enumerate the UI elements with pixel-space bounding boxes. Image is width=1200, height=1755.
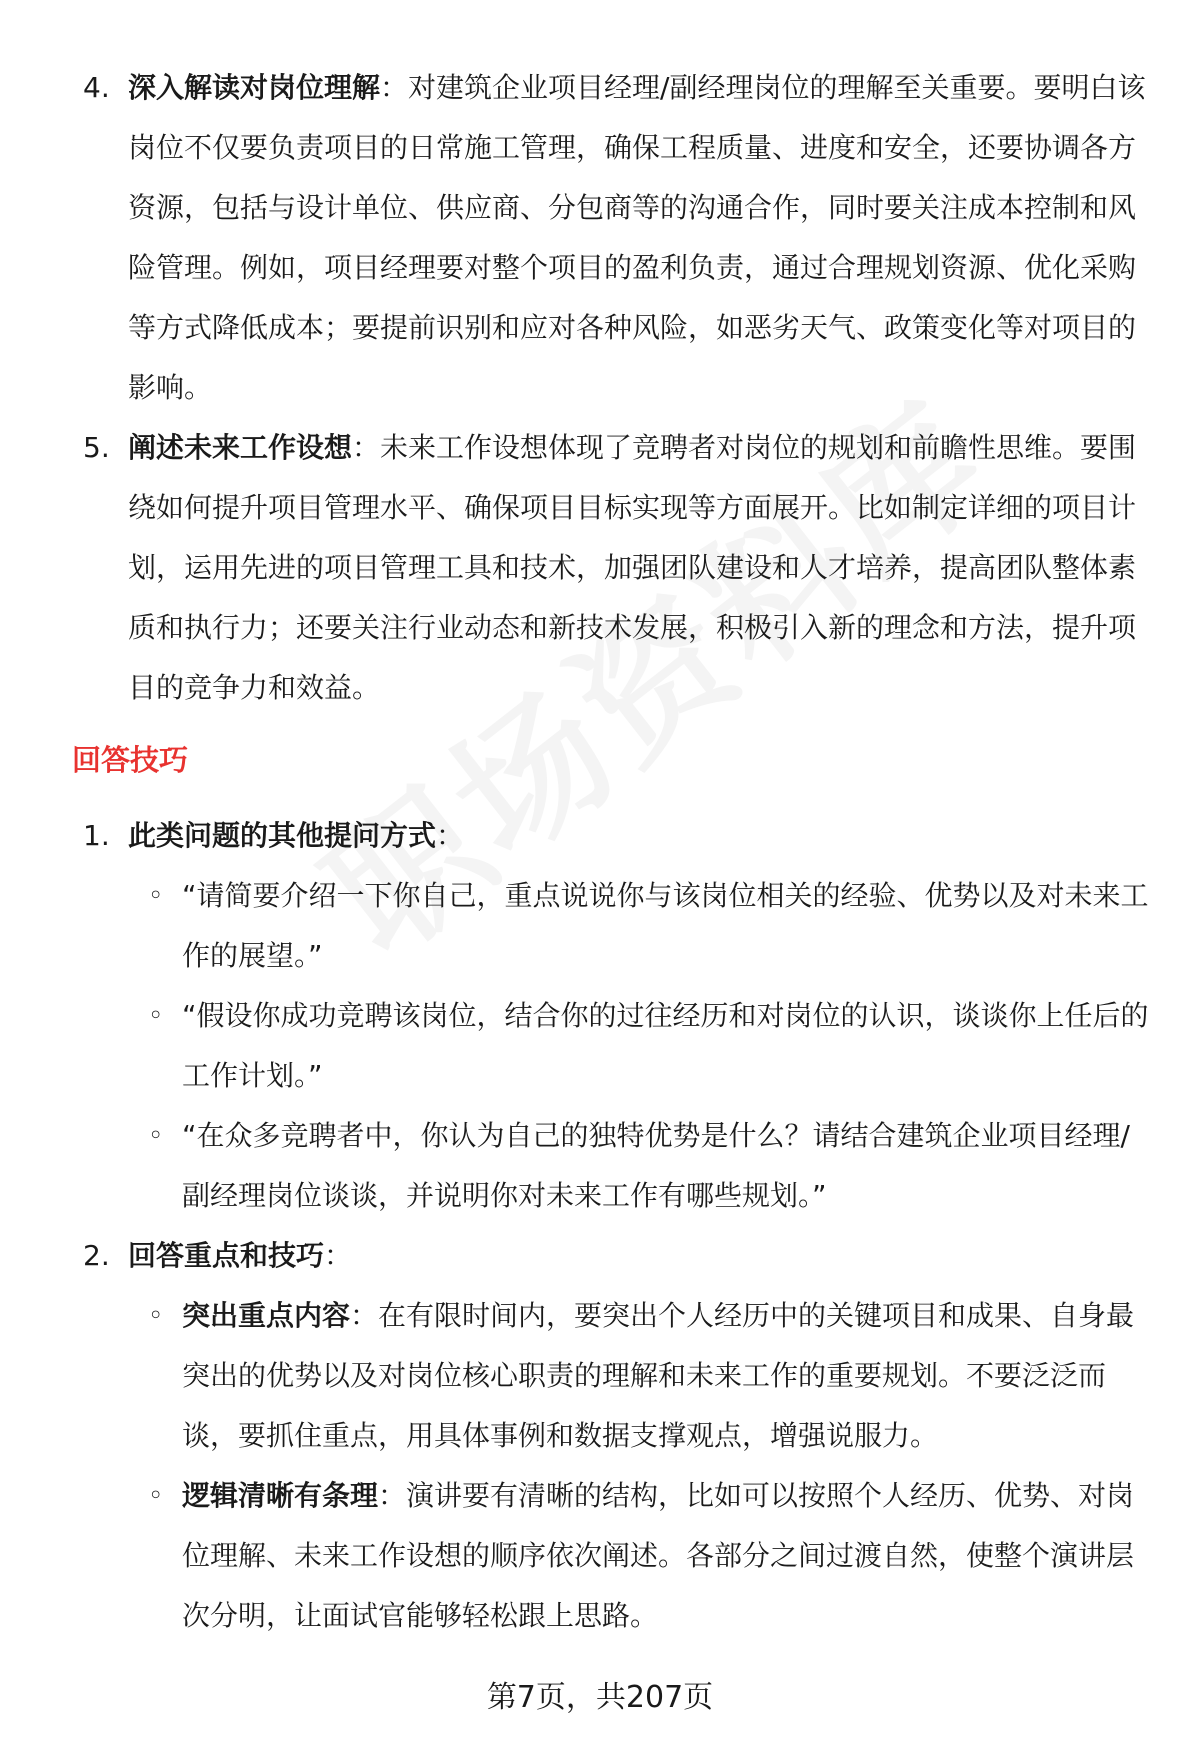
list-number: 5. — [83, 431, 110, 464]
item-label: 此类问题的其他提问方式 — [128, 819, 437, 852]
list-number: 4. — [83, 71, 110, 104]
list-item-2 — [0, 1226, 1200, 1286]
list-number: 1. — [83, 819, 110, 852]
bullet-icon: ◦ — [148, 1301, 164, 1331]
bullet-icon: ◦ — [148, 1481, 164, 1511]
sub-item — [0, 1106, 1200, 1226]
sub-item-text: “请简要介绍一下你自己，重点说说你与该岗位相关的经验、优势以及对未来工作的展望。” — [182, 879, 1149, 972]
sub-item-text: “假设你成功竞聘该岗位，结合你的过往经历和对岗位的认识，谈谈你上任后的工作计划。” — [182, 999, 1149, 1092]
sub-item — [0, 986, 1200, 1106]
sub-item-text: ：演讲要有清晰的结构，比如可以按照个人经历、优势、对岗位理解、未来工作设想的顺序依次阐述。各部分之间过渡自然，使整个演讲层次分明，让面试官能够轻松跟上思路。 — [182, 1479, 1135, 1632]
section-heading: 回答技巧 — [72, 743, 189, 777]
list-number: 2. — [83, 1239, 110, 1272]
bullet-icon: ◦ — [148, 1121, 164, 1151]
page-content — [0, 58, 1200, 1646]
list-item-1 — [0, 806, 1200, 866]
sub-item — [0, 1466, 1200, 1646]
list-item-4 — [0, 58, 1200, 418]
item-text: ： — [436, 819, 465, 852]
item-label: 回答重点和技巧 — [128, 1239, 325, 1272]
item-text: ：对建筑企业项目经理/副经理岗位的理解至关重要。要明白该岗位不仅要负责项目的日常施工管理，确保工程质量、进度和安全，还要协调各方资源，包括与设计单位、供应商、分包商等的沟通合作，同时要关注成本控制和风险管理。例如，项目经理要对整个项目的盈利负责，通过合理规划资源、优化采购等方式降低成本；要提前识别和应对各种风险，如恶劣天气、政策变化等对项目的影响。 — [128, 71, 1146, 404]
sub-item-label: 逻辑清晰有条理 — [182, 1479, 379, 1512]
sub-item-text: ：在有限时间内，要突出个人经历中的关键项目和成果、自身最突出的优势以及对岗位核心职责的理解和未来工作的重要规划。不要泛泛而谈，要抓住重点，用具体事例和数据支撑观点，增强说服力。 — [182, 1299, 1135, 1452]
item-label: 深入解读对岗位理解 — [128, 71, 381, 104]
sub-item-text: “在众多竞聘者中，你认为自己的独特优势是什么？请结合建筑企业项目经理/副经理岗位谈谈，并说明你对未来工作有哪些规划。” — [182, 1119, 1130, 1212]
list-item-5 — [0, 418, 1200, 718]
page-footer: 第7页，共207页 — [486, 1680, 714, 1715]
item-label: 阐述未来工作设想 — [128, 431, 353, 464]
bullet-icon: ◦ — [148, 1001, 164, 1031]
item-text: ： — [324, 1239, 353, 1272]
sub-item — [0, 866, 1200, 986]
bullet-icon: ◦ — [148, 881, 164, 911]
sub-item-label: 突出重点内容 — [182, 1299, 351, 1332]
sub-item — [0, 1286, 1200, 1466]
item-text: ：未来工作设想体现了竞聘者对岗位的规划和前瞻性思维。要围绕如何提升项目管理水平、确保项目目标实现等方面展开。比如制定详细的项目计划，运用先进的项目管理工具和技术，加强团队建设和人才培养，提高团队整体素质和执行力；还要关注行业动态和新技术发展，积极引入新的理念和方法，提升项目的竞争力和效益。 — [128, 431, 1137, 704]
